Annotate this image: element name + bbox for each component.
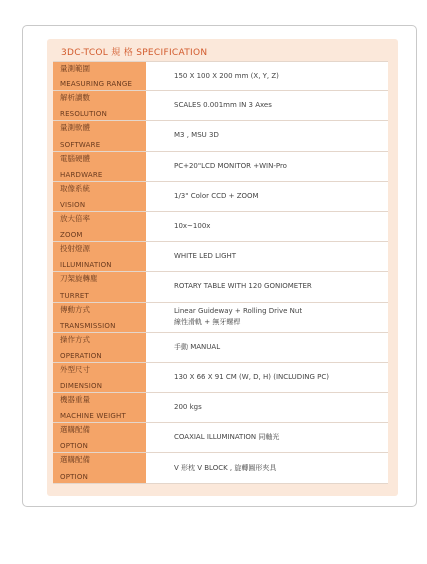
spec-row-dimension bbox=[53, 363, 388, 393]
spec-row-option-2 bbox=[53, 453, 388, 483]
spec-row-turret bbox=[53, 272, 388, 302]
spec-label-en: OPERATION bbox=[60, 351, 102, 360]
spec-label-zh: 量測範圍 bbox=[60, 64, 90, 73]
spec-label bbox=[53, 393, 147, 422]
spec-label-zh: 刀架旋轉塵 bbox=[60, 274, 98, 284]
spec-label-zh: 操作方式 bbox=[60, 334, 90, 344]
spec-label-zh: 量測軟體 bbox=[60, 123, 90, 133]
spec-row-machine-weight bbox=[53, 393, 388, 423]
spec-value: COAXIAL ILLUMINATION 同軸光 bbox=[147, 423, 388, 452]
spec-row-operation bbox=[53, 333, 388, 363]
spec-label bbox=[53, 333, 147, 362]
spec-label bbox=[53, 121, 147, 150]
spec-label-zh: 選購配備 bbox=[60, 455, 90, 465]
spec-label-zh: 放大倍率 bbox=[60, 213, 90, 223]
spec-value: 手動 MANUAL bbox=[147, 333, 388, 362]
spec-label-en: ILLUMINATION bbox=[60, 261, 112, 270]
spec-label-en: TURRET bbox=[60, 291, 90, 300]
spec-row-vision bbox=[53, 182, 388, 212]
spec-row-zoom bbox=[53, 212, 388, 242]
spec-value: WHITE LED LIGHT bbox=[147, 242, 388, 271]
spec-label bbox=[53, 62, 147, 90]
spec-value: ROTARY TABLE WITH 120 GONIOMETER bbox=[147, 272, 388, 301]
spec-value: SCALES 0.001mm IN 3 Axes bbox=[147, 91, 388, 120]
spec-label bbox=[53, 212, 147, 241]
spec-label-en: OPTION bbox=[60, 442, 89, 451]
spec-label bbox=[53, 182, 147, 211]
spec-value: Linear Guideway + Rolling Drive Nut 線性滑軌 + 無牙螺桿 bbox=[147, 303, 388, 332]
spec-row-hardware bbox=[53, 152, 388, 182]
spec-value: 10x~100x bbox=[147, 212, 388, 241]
spec-label-zh: 傳動方式 bbox=[60, 304, 90, 314]
spec-label-en: DIMENSION bbox=[60, 382, 103, 391]
spec-value: PC+20"LCD MONITOR +WIN-Pro bbox=[147, 152, 388, 181]
spec-label-zh: 外型尺寸 bbox=[60, 364, 90, 374]
spec-label-zh: 機器重量 bbox=[60, 395, 90, 405]
spec-label-zh: 選購配備 bbox=[60, 425, 90, 435]
spec-label-en: HARDWARE bbox=[60, 170, 103, 179]
spec-label-en: OPTION bbox=[60, 472, 89, 481]
spec-label-en: TRANSMISSION bbox=[60, 321, 116, 330]
spec-label-zh: 取像系統 bbox=[60, 183, 90, 193]
spec-value: 130 X 66 X 91 CM (W, D, H) (INCLUDING PC) bbox=[147, 363, 388, 392]
spec-label-zh: 投射燈源 bbox=[60, 244, 90, 254]
spec-label-zh: 電腦硬體 bbox=[60, 153, 90, 163]
spec-label bbox=[53, 152, 147, 181]
spec-label-en: VISION bbox=[60, 200, 86, 209]
spec-value: 1/3" Color CCD + ZOOM bbox=[147, 182, 388, 211]
spec-label bbox=[53, 303, 147, 332]
spec-label-en: ZOOM bbox=[60, 231, 83, 240]
spec-label-zh: 解析讀數 bbox=[60, 93, 90, 103]
spec-label-en: MEASURING RANGE bbox=[60, 80, 133, 89]
spec-value: 200 kgs bbox=[147, 393, 388, 422]
spec-label bbox=[53, 242, 147, 271]
spec-label-en: MACHINE WEIGHT bbox=[60, 412, 126, 421]
spec-label bbox=[53, 91, 147, 120]
spec-row-transmission bbox=[53, 303, 388, 333]
spec-row-option-1 bbox=[53, 423, 388, 453]
spec-label bbox=[53, 423, 147, 452]
spec-label bbox=[53, 363, 147, 392]
spec-label bbox=[53, 272, 147, 301]
spec-label bbox=[53, 453, 147, 482]
spec-row-illumination bbox=[53, 242, 388, 272]
spec-label-en: RESOLUTION bbox=[60, 110, 108, 119]
spec-label-en: SOFTWARE bbox=[60, 140, 101, 149]
spec-value: V 形枕 V BLOCK , 旋轉圓形夾具 bbox=[147, 453, 388, 482]
spec-value: M3 , MSU 3D bbox=[147, 121, 388, 150]
spec-value: 150 X 100 X 200 mm (X, Y, Z) bbox=[147, 62, 388, 90]
spec-row-resolution bbox=[53, 91, 388, 121]
spec-row-software bbox=[53, 121, 388, 151]
spec-table bbox=[53, 61, 388, 484]
spec-row-measuring-range bbox=[53, 61, 388, 91]
spec-title: 3DC-TCOL 規 格 SPECIFICATION bbox=[61, 48, 208, 58]
